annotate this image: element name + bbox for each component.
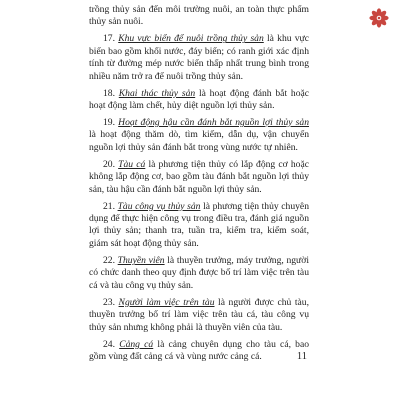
defined-term: Tàu cá bbox=[118, 158, 146, 170]
defined-term: Hoạt động hậu cần đánh bắt nguồn lợi thủy sản bbox=[118, 117, 310, 129]
paragraph-text: 20. bbox=[103, 158, 119, 170]
paragraph-text: 22. bbox=[103, 254, 118, 266]
definition-paragraph bbox=[89, 117, 309, 154]
paragraph-text: là khu vực biển bao gồm khối nước, đáy biển; có ranh giới xác định tính từ đường mép nước biển thấp nhất trung bình trong nhiều năm trở ra để nuôi trồng thủy sản. bbox=[89, 33, 310, 82]
legal-definitions-text bbox=[89, 4, 309, 368]
paragraph-text: là thuyền trưởng, máy trưởng, người có chức danh theo quy định được bố trí làm việc trên tàu cá và tàu công vụ thủy sản. bbox=[89, 254, 309, 291]
definition-paragraph bbox=[89, 255, 309, 292]
defined-term: Khai thác thủy sản bbox=[118, 87, 196, 99]
page-number: 11 bbox=[296, 351, 307, 362]
paragraph-text: là hoạt động đánh bắt hoặc hoạt động làm chết, hủy diệt nguồn lợi thủy sản. bbox=[89, 87, 310, 112]
definition-paragraph bbox=[89, 33, 309, 83]
paragraph-text: 17. bbox=[103, 33, 119, 45]
defined-term: Cảng cá bbox=[119, 338, 154, 350]
paragraph-text: là hoạt động thăm dò, tìm kiếm, dẫn dụ, vận chuyển nguồn lợi thủy sản đánh bắt trong vùng nước tự nhiên. bbox=[89, 129, 309, 153]
paragraph-text: là phương tiện thủy có lắp động cơ hoặc không lắp động cơ, bao gồm tàu đánh bắt nguồn lợi thủy sản, tàu hậu cần đánh bắt nguồn lợi thủy sản. bbox=[89, 158, 309, 195]
definition-paragraph bbox=[89, 4, 309, 29]
defined-term: Khu vực biển để nuôi trồng thủy sản bbox=[118, 33, 264, 45]
lotus-flower-icon bbox=[369, 8, 389, 28]
paragraph-text: trồng thủy sản đến môi trường nuôi, an toàn thực phẩm thủy sản nuôi. bbox=[89, 4, 309, 28]
definition-paragraph bbox=[89, 297, 309, 334]
definition-paragraph bbox=[89, 88, 309, 113]
paragraph-text: là người được chủ tàu, thuyền trưởng bố trí làm việc trên tàu cá, tàu công vụ thủy sản nhưng không phải là thuyền viên của tàu. bbox=[89, 296, 309, 333]
paragraph-text: 18. bbox=[103, 87, 119, 99]
defined-term: Tàu công vụ thủy sản bbox=[117, 200, 201, 212]
definition-paragraph bbox=[89, 201, 309, 251]
paragraph-text: là cảng chuyên dụng cho tàu cá, bao gồm vùng đất cảng cá và vùng nước cảng cá. bbox=[89, 338, 310, 362]
defined-term: Thuyền viên bbox=[117, 254, 165, 266]
paragraph-text: 21. bbox=[103, 200, 118, 212]
paragraph-text: 23. bbox=[103, 296, 119, 308]
paragraph-text: 24. bbox=[103, 338, 120, 350]
definition-paragraph bbox=[89, 159, 309, 196]
defined-term: Người làm việc trên tàu bbox=[118, 296, 215, 308]
definition-paragraph bbox=[89, 339, 309, 364]
paragraph-text: là phương tiện thủy chuyên dụng để thực hiện công vụ trong điều tra, đánh giá nguồn lợi thủy sản; thanh tra, tuần tra, kiểm tra, kiểm soát, giám sát hoạt động thủy sản. bbox=[89, 200, 309, 249]
paragraph-text: 19. bbox=[103, 117, 119, 129]
